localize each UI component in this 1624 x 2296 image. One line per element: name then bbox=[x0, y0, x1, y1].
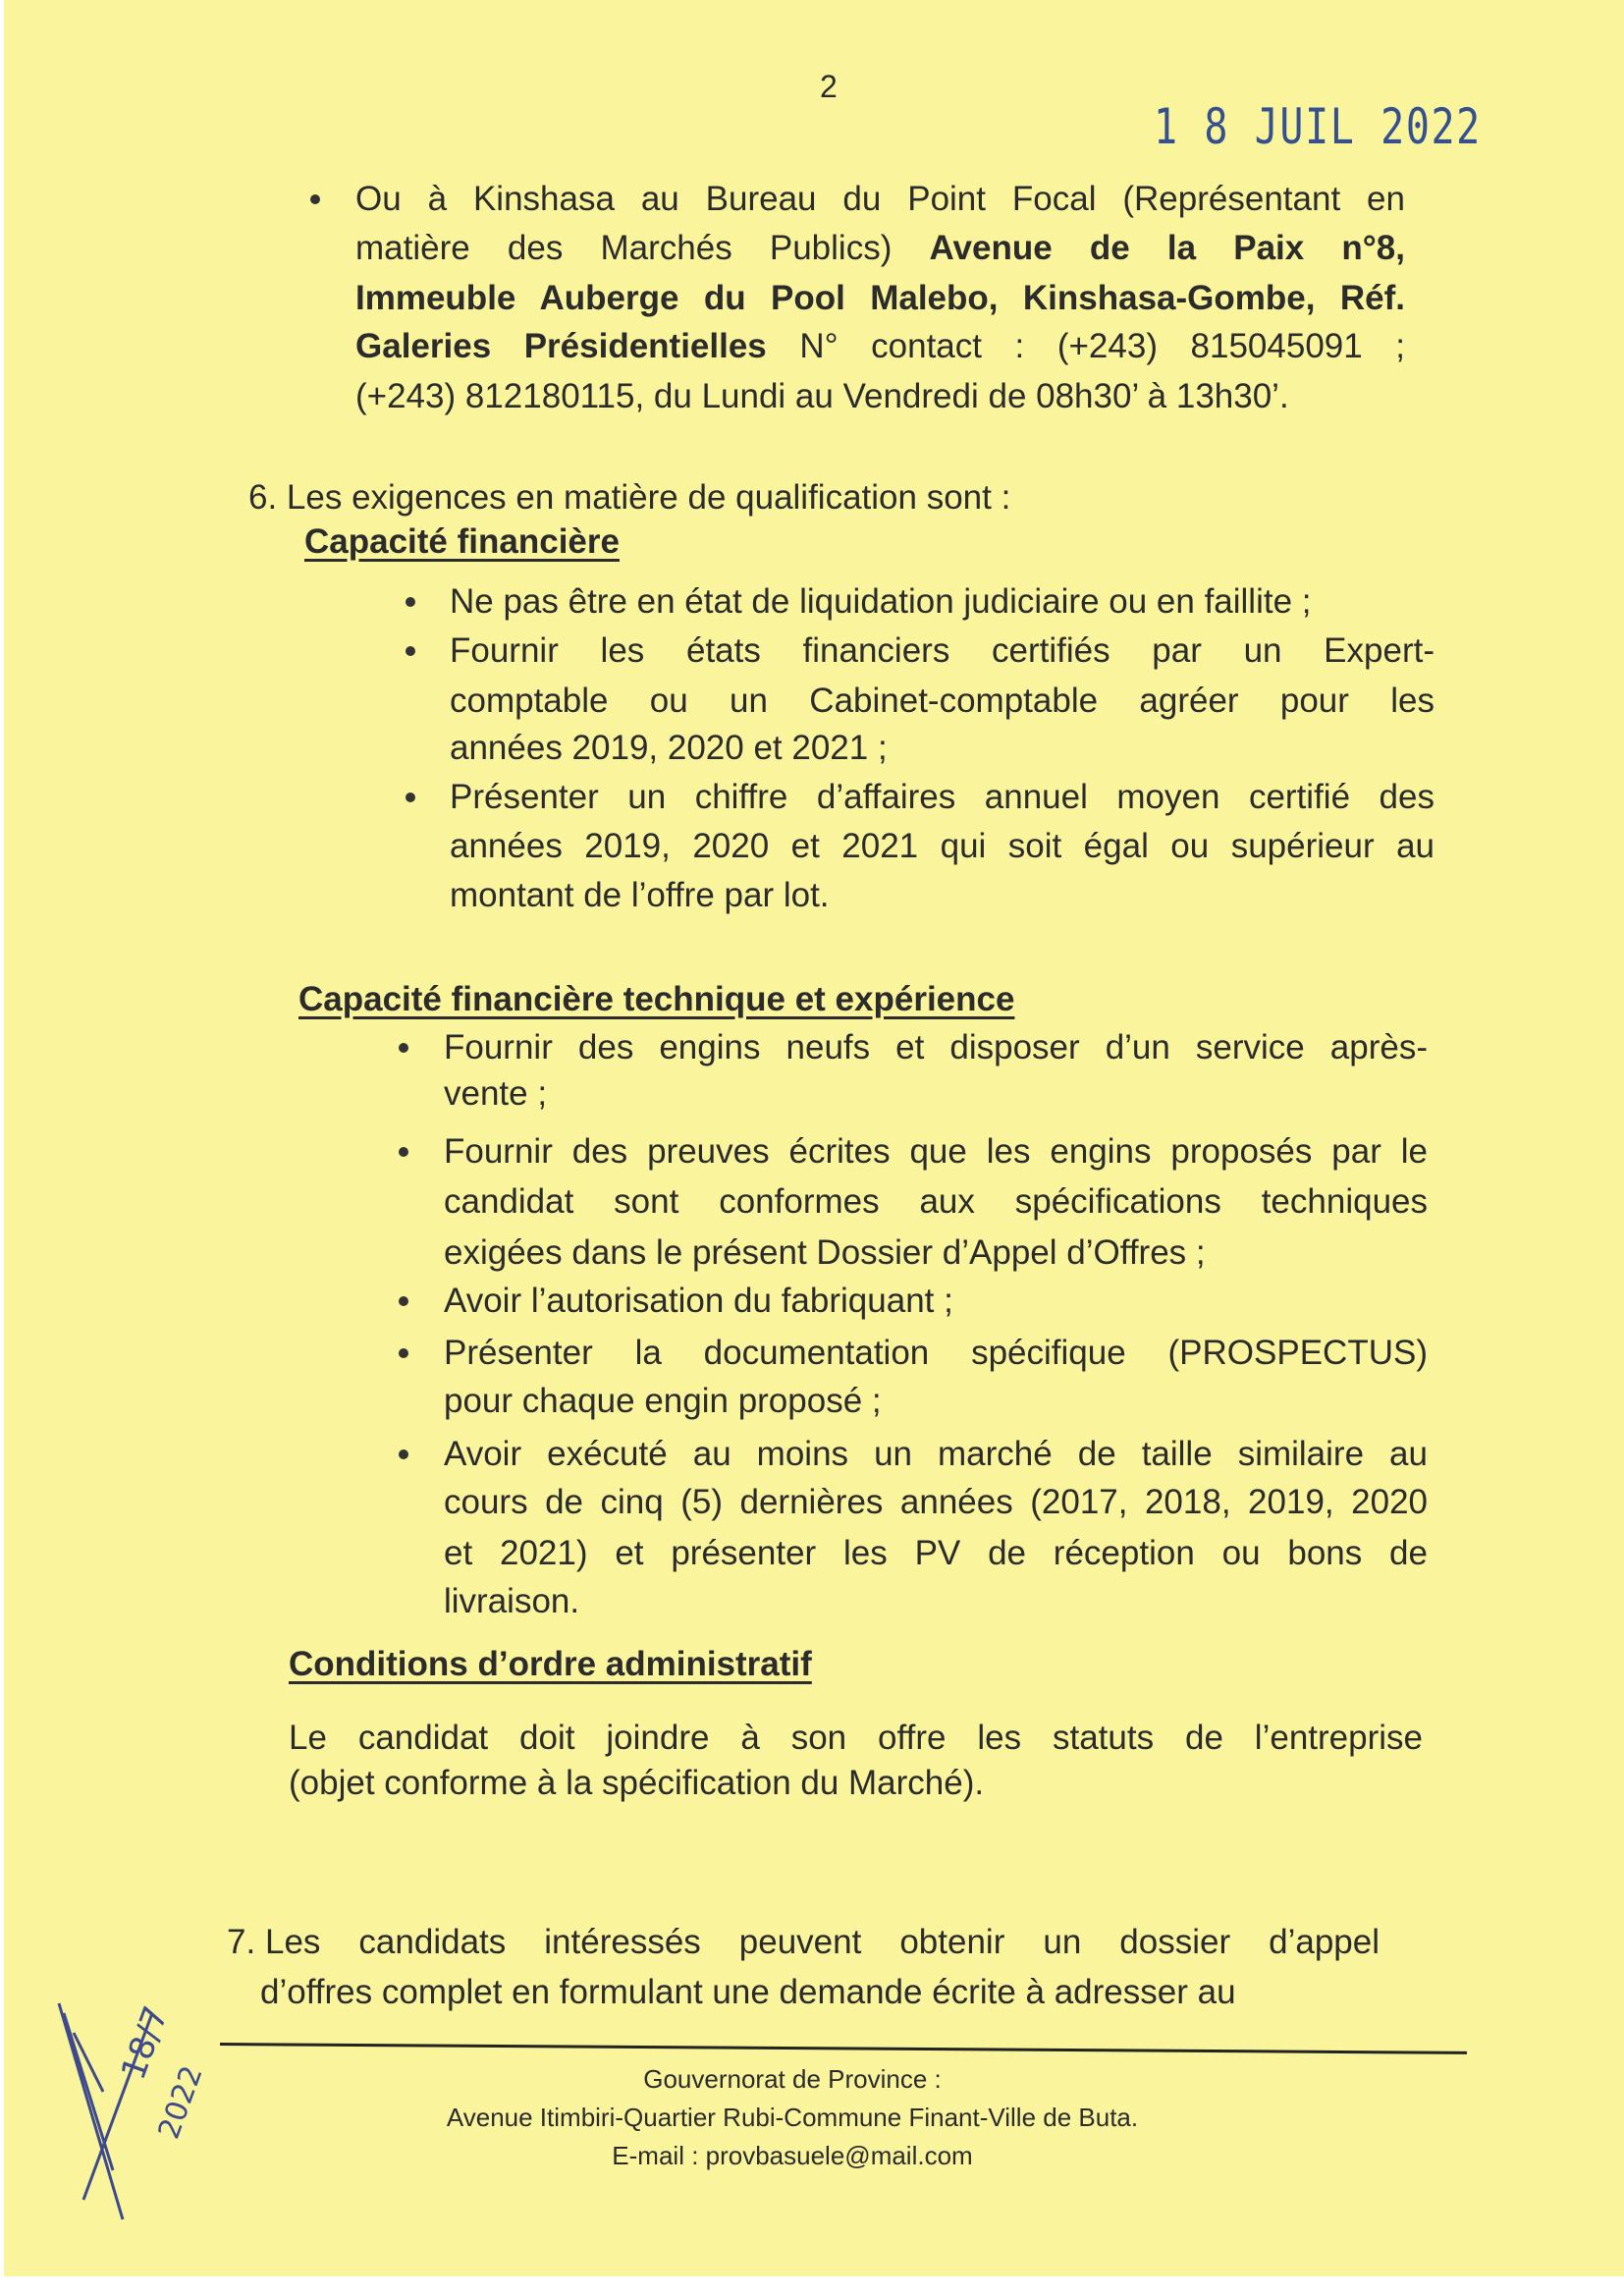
intro-line-segment: matière des Marchés Publics) bbox=[355, 229, 930, 267]
text-line: pour chaque engin proposé ; bbox=[444, 1382, 882, 1420]
svg-text:18/7: 18/7 bbox=[113, 2000, 177, 2086]
bullet-icon bbox=[406, 793, 415, 802]
footer-email-link[interactable]: provbasuele@mail.com bbox=[705, 2141, 973, 2170]
intro-line-segment: Immeuble Auberge du Pool Malebo, Kinshasa-Gombe, Réf. bbox=[355, 279, 1405, 317]
text-line: d’offres complet en formulant une demande écrite à adresser au bbox=[260, 1973, 1236, 2011]
footer-email-row bbox=[0, 2138, 1604, 2173]
text-line: Avoir l’autorisation du fabriquant ; bbox=[444, 1282, 953, 1320]
bullet-icon bbox=[399, 1449, 408, 1459]
page-number: 2 bbox=[820, 69, 838, 104]
intro-line bbox=[355, 174, 1405, 225]
intro-line-segment: (+243) 812180115, du Lundi au Vendredi de 08h30’ à 13h30’. bbox=[355, 377, 1289, 415]
text-line: comptable ou un Cabinet-comptable agréer pour les bbox=[450, 682, 1435, 720]
bullet-icon bbox=[399, 1296, 408, 1306]
text-line: années 2019, 2020 et 2021 qui soit égal ou supérieur au bbox=[450, 827, 1435, 865]
date-stamp: 1 8 JUIL 2022 bbox=[1154, 98, 1482, 155]
text-line: exigées dans le présent Dossier d’Appel d’Offres ; bbox=[444, 1233, 1206, 1272]
text-line: vente ; bbox=[444, 1074, 548, 1113]
bullet-icon bbox=[406, 646, 415, 656]
intro-line-segment: Galeries Présidentielles bbox=[355, 327, 800, 365]
text-line: Les candidats intéressés peuvent obtenir un dossier d’appel bbox=[265, 1923, 1380, 1961]
text-line: Ne pas être en état de liquidation judiciaire ou en faillite ; bbox=[450, 582, 1312, 621]
text-line: Avoir exécuté au moins un marché de taille similaire au bbox=[444, 1435, 1428, 1473]
bullet-icon bbox=[399, 1043, 408, 1053]
text-line: années 2019, 2020 et 2021 ; bbox=[450, 729, 888, 767]
footer-email-label: E-mail : bbox=[612, 2141, 706, 2170]
intro-line-segment: N° contact : (+243) 815045091 ; bbox=[799, 327, 1405, 365]
intro-line bbox=[355, 321, 1405, 372]
administrative-conditions-title: Conditions d’ordre administratif bbox=[289, 1645, 812, 1683]
text-line: livraison. bbox=[444, 1582, 580, 1620]
text-line: Fournir des preuves écrites que les engins proposés par le bbox=[444, 1132, 1428, 1171]
section-6-heading: 6. Les exigences en matière de qualification sont : bbox=[248, 478, 1011, 517]
bullet-icon bbox=[310, 194, 320, 204]
footer-address: Avenue Itimbiri-Quartier Rubi-Commune Finant-Ville de Buta. bbox=[446, 2103, 1139, 2132]
intro-line bbox=[355, 273, 1405, 324]
text-line: Fournir les états financiers certifiés par un Expert- bbox=[450, 631, 1435, 670]
section-7-number: 7. bbox=[227, 1923, 256, 1961]
bullet-icon bbox=[406, 597, 415, 607]
intro-line bbox=[355, 371, 1289, 422]
text-line: Fournir des engins neufs et disposer d’un service après- bbox=[444, 1028, 1428, 1066]
intro-line-segment: Ou à Kinshasa au Bureau du Point Focal (Représentant en bbox=[355, 180, 1405, 218]
text-line: montant de l’offre par lot. bbox=[450, 876, 830, 914]
text-line: Présenter la documentation spécifique (PROSPECTUS) bbox=[444, 1334, 1428, 1372]
text-line: candidat sont conformes aux spécifications techniques bbox=[444, 1182, 1428, 1221]
technical-capacity-title: Capacité financière technique et expérience bbox=[298, 980, 1015, 1018]
text-line: (objet conforme à la spécification du Marché). bbox=[289, 1764, 985, 1802]
intro-line-segment: Avenue de la Paix n°8, bbox=[929, 229, 1405, 267]
bullet-icon bbox=[399, 1147, 408, 1157]
text-line: Le candidat doit joindre à son offre les statuts de l’entreprise bbox=[289, 1719, 1423, 1757]
intro-line bbox=[355, 223, 1405, 274]
bullet-icon bbox=[399, 1348, 408, 1358]
text-line: cours de cinq (5) dernières années (2017, 2018, 2019, 2020 bbox=[444, 1483, 1428, 1521]
svg-text:2022: 2022 bbox=[151, 2061, 210, 2144]
footer-title: Gouvernorat de Province : bbox=[643, 2064, 942, 2094]
text-line: et 2021) et présenter les PV de réception ou bons de bbox=[444, 1534, 1428, 1572]
text-line: Présenter un chiffre d’affaires annuel moyen certifié des bbox=[450, 778, 1435, 816]
financial-capacity-title: Capacité financière bbox=[304, 522, 620, 561]
